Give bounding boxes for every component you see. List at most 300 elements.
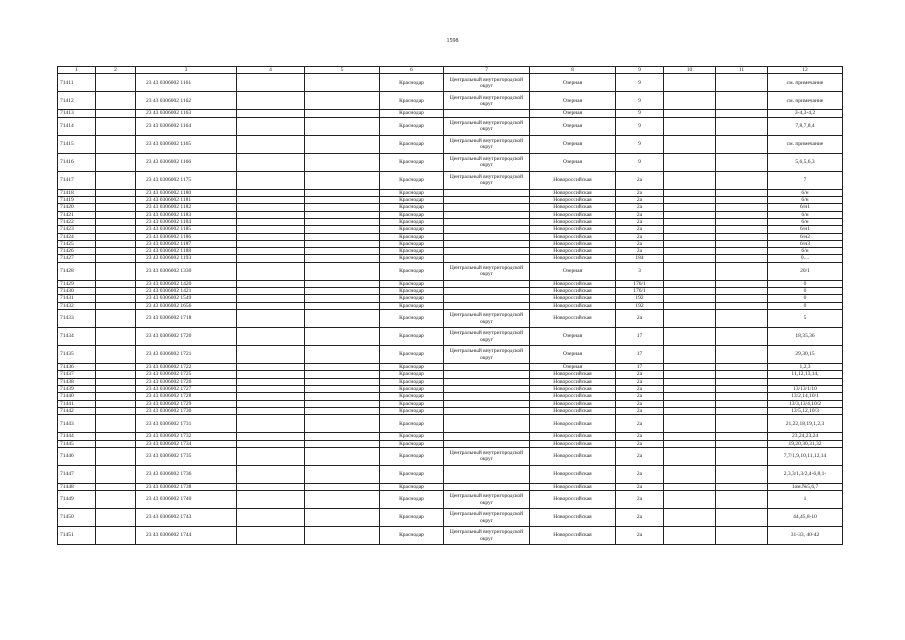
column-header: 2 — [96, 67, 136, 74]
district-cell: Центральный внутригородской округ — [444, 117, 530, 135]
house-number-cell: 2а — [616, 189, 664, 196]
column-11-cell — [716, 527, 768, 545]
column-11-cell — [716, 135, 768, 153]
column-2-cell — [96, 509, 136, 527]
column-10-cell — [664, 211, 716, 218]
district-cell — [444, 240, 530, 247]
house-number-cell: 2а — [616, 371, 664, 378]
column-4-cell — [237, 262, 305, 280]
column-10-cell — [664, 255, 716, 262]
column-11-cell — [716, 447, 768, 465]
cadastral-number-cell: 23 43 0306002 1732 — [136, 433, 237, 440]
table-row — [58, 378, 843, 385]
city-cell: Краснодар — [380, 153, 444, 171]
column-4-cell — [237, 288, 305, 295]
premises-cell: 13/2,14,10/1 — [768, 393, 843, 400]
cadastral-number-cell: 23 43 0306002 1731 — [136, 415, 237, 433]
street-cell: Новороссийская — [530, 288, 616, 295]
column-5-cell — [305, 117, 380, 135]
column-11-cell — [716, 400, 768, 407]
row-number-cell: 71448 — [58, 483, 96, 490]
city-cell: Краснодар — [380, 262, 444, 280]
column-10-cell — [664, 393, 716, 400]
house-number-cell: 176/1 — [616, 288, 664, 295]
row-number-cell: 71436 — [58, 364, 96, 371]
column-4-cell — [237, 153, 305, 171]
city-cell: Краснодар — [380, 364, 444, 371]
street-cell: Новороссийская — [530, 440, 616, 447]
premises-cell: 13/3,13/4,10/2 — [768, 400, 843, 407]
premises-cell: 18,35,36 — [768, 328, 843, 346]
house-number-cell: 2а — [616, 440, 664, 447]
city-cell: Краснодар — [380, 189, 444, 196]
cadastral-number-cell: 23 43 0306002 1730 — [136, 407, 237, 414]
table-row — [58, 211, 843, 218]
column-5-cell — [305, 440, 380, 447]
cadastral-number-cell: 23 43 0306002 1186 — [136, 233, 237, 240]
column-2-cell — [96, 527, 136, 545]
column-11-cell — [716, 483, 768, 490]
column-11-cell — [716, 196, 768, 203]
column-10-cell — [664, 509, 716, 527]
district-cell — [444, 415, 530, 433]
column-11-cell — [716, 262, 768, 280]
column-2-cell — [96, 240, 136, 247]
district-cell — [444, 248, 530, 255]
column-10-cell — [664, 527, 716, 545]
city-cell: Краснодар — [380, 385, 444, 392]
city-cell: Краснодар — [380, 255, 444, 262]
district-cell: Центральный внутригородской округ — [444, 92, 530, 110]
premises-cell: 7,7/1,9,10,11,12,14 — [768, 447, 843, 465]
house-number-cell: 2а — [616, 226, 664, 233]
column-11-cell — [716, 407, 768, 414]
house-number-cell: 2а — [616, 527, 664, 545]
table-row — [58, 385, 843, 392]
premises-cell: 0 — [768, 295, 843, 302]
column-11-cell — [716, 240, 768, 247]
district-cell — [444, 302, 530, 309]
street-cell: Озерная — [530, 262, 616, 280]
column-2-cell — [96, 415, 136, 433]
district-cell — [444, 400, 530, 407]
column-4-cell — [237, 440, 305, 447]
column-header: 3 — [136, 67, 237, 74]
premises-cell: 20/1 — [768, 262, 843, 280]
column-11-cell — [716, 233, 768, 240]
column-11-cell — [716, 204, 768, 211]
column-10-cell — [664, 415, 716, 433]
premises-cell: 5,6,5,6,3 — [768, 153, 843, 171]
column-11-cell — [716, 92, 768, 110]
premises-cell: 7 — [768, 171, 843, 189]
cadastral-number-cell: 23 43 0306002 1162 — [136, 92, 237, 110]
column-11-cell — [716, 288, 768, 295]
district-cell: Центральный внутригородской округ — [444, 310, 530, 328]
column-4-cell — [237, 400, 305, 407]
premises-cell: 6/н — [768, 196, 843, 203]
city-cell: Краснодар — [380, 415, 444, 433]
district-cell — [444, 226, 530, 233]
premises-cell: 6/н1 — [768, 204, 843, 211]
column-5-cell — [305, 233, 380, 240]
street-cell: Новороссийская — [530, 218, 616, 225]
column-10-cell — [664, 248, 716, 255]
district-cell: Центральный внутригородской округ — [444, 509, 530, 527]
row-number-cell: 71418 — [58, 189, 96, 196]
column-4-cell — [237, 255, 305, 262]
district-cell — [444, 196, 530, 203]
table-row — [58, 117, 843, 135]
row-number-cell: 71435 — [58, 346, 96, 364]
table-row — [58, 400, 843, 407]
column-2-cell — [96, 226, 136, 233]
column-5-cell — [305, 211, 380, 218]
column-10-cell — [664, 135, 716, 153]
column-5-cell — [305, 295, 380, 302]
street-cell: Новороссийская — [530, 302, 616, 309]
column-10-cell — [664, 153, 716, 171]
column-5-cell — [305, 248, 380, 255]
premises-cell: см. примечание — [768, 92, 843, 110]
district-cell: Центральный внутригородской округ — [444, 153, 530, 171]
cadastral-number-cell: 23 43 0306002 1161 — [136, 74, 237, 92]
district-cell — [444, 440, 530, 447]
column-4-cell — [237, 415, 305, 433]
column-2-cell — [96, 211, 136, 218]
house-number-cell: 192 — [616, 302, 664, 309]
cadastral-number-cell: 23 43 0306002 1185 — [136, 226, 237, 233]
column-10-cell — [664, 371, 716, 378]
street-cell: Новороссийская — [530, 447, 616, 465]
district-cell — [444, 371, 530, 378]
column-10-cell — [664, 218, 716, 225]
premises-cell: 6/н2 — [768, 233, 843, 240]
column-11-cell — [716, 295, 768, 302]
column-11-cell — [716, 378, 768, 385]
district-cell: Центральный внутригородской округ — [444, 527, 530, 545]
city-cell: Краснодар — [380, 371, 444, 378]
cadastral-number-cell: 23 43 0306002 1656 — [136, 302, 237, 309]
house-number-cell: 2а — [616, 196, 664, 203]
street-cell: Новороссийская — [530, 371, 616, 378]
table-row — [58, 527, 843, 545]
column-4-cell — [237, 433, 305, 440]
column-4-cell — [237, 226, 305, 233]
street-cell: Новороссийская — [530, 189, 616, 196]
cadastral-number-cell: 23 43 0306002 1163 — [136, 110, 237, 117]
column-2-cell — [96, 171, 136, 189]
column-4-cell — [237, 248, 305, 255]
cadastral-number-cell: 23 43 0306002 1740 — [136, 491, 237, 509]
column-11-cell — [716, 393, 768, 400]
column-5-cell — [305, 378, 380, 385]
cadastral-number-cell: 23 43 0306002 1728 — [136, 393, 237, 400]
premises-cell — [768, 378, 843, 385]
column-10-cell — [664, 328, 716, 346]
city-cell: Краснодар — [380, 196, 444, 203]
column-5-cell — [305, 288, 380, 295]
house-number-cell: 9 — [616, 117, 664, 135]
house-number-cell: 2а — [616, 491, 664, 509]
column-10-cell — [664, 465, 716, 483]
column-4-cell — [237, 110, 305, 117]
column-2-cell — [96, 407, 136, 414]
city-cell: Краснодар — [380, 310, 444, 328]
premises-cell: см. примечание — [768, 74, 843, 92]
house-number-cell: 2а — [616, 385, 664, 392]
district-cell — [444, 288, 530, 295]
house-number-cell: 184 — [616, 255, 664, 262]
city-cell: Краснодар — [380, 135, 444, 153]
district-cell — [444, 378, 530, 385]
cadastral-number-cell: 23 43 0306002 1175 — [136, 171, 237, 189]
city-cell: Краснодар — [380, 302, 444, 309]
cadastral-number-cell: 23 43 0306002 1183 — [136, 211, 237, 218]
column-10-cell — [664, 204, 716, 211]
city-cell: Краснодар — [380, 248, 444, 255]
house-number-cell: 192 — [616, 295, 664, 302]
table-row — [58, 135, 843, 153]
column-11-cell — [716, 310, 768, 328]
column-10-cell — [664, 233, 716, 240]
column-4-cell — [237, 295, 305, 302]
column-4-cell — [237, 171, 305, 189]
district-cell — [444, 483, 530, 490]
table-row — [58, 415, 843, 433]
row-number-cell: 71447 — [58, 465, 96, 483]
cadastral-number-cell: 23 43 0306002 1744 — [136, 527, 237, 545]
column-2-cell — [96, 400, 136, 407]
column-4-cell — [237, 280, 305, 287]
column-10-cell — [664, 483, 716, 490]
table-row — [58, 110, 843, 117]
house-number-cell: 176/1 — [616, 280, 664, 287]
column-2-cell — [96, 364, 136, 371]
column-10-cell — [664, 310, 716, 328]
district-cell — [444, 110, 530, 117]
column-5-cell — [305, 371, 380, 378]
premises-cell: 21,22,18,19,1,2,3 — [768, 415, 843, 433]
street-cell: Озерная — [530, 92, 616, 110]
city-cell: Краснодар — [380, 226, 444, 233]
premises-cell: 29,30,15 — [768, 346, 843, 364]
cadastral-number-cell: 23 43 0306002 1330 — [136, 262, 237, 280]
column-5-cell — [305, 346, 380, 364]
city-cell: Краснодар — [380, 346, 444, 364]
column-10-cell — [664, 433, 716, 440]
column-4-cell — [237, 135, 305, 153]
table-row — [58, 280, 843, 287]
row-number-cell: 71445 — [58, 440, 96, 447]
district-cell: Центральный внутригородской округ — [444, 491, 530, 509]
house-number-cell: 17 — [616, 346, 664, 364]
column-5-cell — [305, 302, 380, 309]
city-cell: Краснодар — [380, 110, 444, 117]
street-cell: Новороссийская — [530, 385, 616, 392]
column-5-cell — [305, 310, 380, 328]
column-5-cell — [305, 407, 380, 414]
premises-cell: 0 — [768, 288, 843, 295]
cadastral-number-cell: 23 43 0306002 1734 — [136, 440, 237, 447]
column-5-cell — [305, 465, 380, 483]
table-row — [58, 328, 843, 346]
column-11-cell — [716, 110, 768, 117]
column-5-cell — [305, 74, 380, 92]
city-cell: Краснодар — [380, 295, 444, 302]
column-5-cell — [305, 385, 380, 392]
street-cell: Новороссийская — [530, 255, 616, 262]
cadastral-number-cell: 23 43 0306002 1721 — [136, 346, 237, 364]
row-number-cell: 71419 — [58, 196, 96, 203]
city-cell: Краснодар — [380, 328, 444, 346]
house-number-cell: 2а — [616, 433, 664, 440]
column-11-cell — [716, 364, 768, 371]
city-cell: Краснодар — [380, 509, 444, 527]
city-cell: Краснодар — [380, 433, 444, 440]
column-2-cell — [96, 262, 136, 280]
row-number-cell: 71413 — [58, 110, 96, 117]
street-cell: Новороссийская — [530, 393, 616, 400]
house-number-cell: 2а — [616, 378, 664, 385]
premises-cell: 3-4,3-4,2 — [768, 110, 843, 117]
column-10-cell — [664, 171, 716, 189]
premises-cell: 1ом.№5,6,7 — [768, 483, 843, 490]
column-10-cell — [664, 407, 716, 414]
premises-cell: 13/13/1/10 — [768, 385, 843, 392]
premises-cell: 6/н3 — [768, 240, 843, 247]
column-10-cell — [664, 491, 716, 509]
column-11-cell — [716, 117, 768, 135]
column-5-cell — [305, 400, 380, 407]
house-number-cell: 2а — [616, 465, 664, 483]
table-row — [58, 393, 843, 400]
column-10-cell — [664, 288, 716, 295]
city-cell: Краснодар — [380, 447, 444, 465]
row-number-cell: 71416 — [58, 153, 96, 171]
column-10-cell — [664, 346, 716, 364]
district-cell — [444, 393, 530, 400]
table-row — [58, 364, 843, 371]
premises-cell: 11,12,13,14, — [768, 371, 843, 378]
column-5-cell — [305, 110, 380, 117]
house-number-cell: 2а — [616, 415, 664, 433]
column-4-cell — [237, 364, 305, 371]
column-2-cell — [96, 196, 136, 203]
column-2-cell — [96, 189, 136, 196]
column-4-cell — [237, 211, 305, 218]
column-10-cell — [664, 302, 716, 309]
row-number-cell: 71422 — [58, 218, 96, 225]
column-11-cell — [716, 440, 768, 447]
column-5-cell — [305, 189, 380, 196]
city-cell: Краснодар — [380, 483, 444, 490]
premises-cell: 1 — [768, 491, 843, 509]
column-5-cell — [305, 218, 380, 225]
cadastral-number-cell: 23 43 0306002 1722 — [136, 364, 237, 371]
city-cell: Краснодар — [380, 400, 444, 407]
column-11-cell — [716, 189, 768, 196]
street-cell: Озерная — [530, 346, 616, 364]
street-cell: Новороссийская — [530, 196, 616, 203]
district-cell — [444, 233, 530, 240]
house-number-cell: 2а — [616, 211, 664, 218]
street-cell: Новороссийская — [530, 509, 616, 527]
table-row — [58, 465, 843, 483]
district-cell: Центральный внутригородской округ — [444, 74, 530, 92]
table-row — [58, 371, 843, 378]
column-2-cell — [96, 218, 136, 225]
city-cell: Краснодар — [380, 233, 444, 240]
column-4-cell — [237, 328, 305, 346]
district-cell — [444, 189, 530, 196]
column-5-cell — [305, 196, 380, 203]
column-4-cell — [237, 527, 305, 545]
district-cell — [444, 280, 530, 287]
house-number-cell: 2а — [616, 407, 664, 414]
column-2-cell — [96, 233, 136, 240]
house-number-cell: 2а — [616, 204, 664, 211]
premises-cell: 31-33, 40-42 — [768, 527, 843, 545]
registry-body — [58, 74, 843, 545]
street-cell: Новороссийская — [530, 378, 616, 385]
column-4-cell — [237, 509, 305, 527]
cadastral-number-cell: 23 43 0306002 1735 — [136, 447, 237, 465]
column-2-cell — [96, 280, 136, 287]
cadastral-number-cell: 23 43 0306002 1720 — [136, 328, 237, 346]
row-number-cell: 71426 — [58, 248, 96, 255]
column-2-cell — [96, 110, 136, 117]
column-11-cell — [716, 255, 768, 262]
street-cell: Новороссийская — [530, 226, 616, 233]
city-cell: Краснодар — [380, 92, 444, 110]
street-cell: Новороссийская — [530, 233, 616, 240]
cadastral-number-cell: 23 43 0306002 1184 — [136, 218, 237, 225]
column-4-cell — [237, 310, 305, 328]
cadastral-number-cell: 23 43 0306002 1193 — [136, 255, 237, 262]
column-2-cell — [96, 447, 136, 465]
house-number-cell: 2а — [616, 248, 664, 255]
cadastral-number-cell: 23 43 0306002 1166 — [136, 153, 237, 171]
table-row — [58, 433, 843, 440]
column-5-cell — [305, 328, 380, 346]
table-row — [58, 218, 843, 225]
table-row — [58, 262, 843, 280]
column-4-cell — [237, 233, 305, 240]
column-2-cell — [96, 310, 136, 328]
row-number-cell: 71415 — [58, 135, 96, 153]
district-cell — [444, 407, 530, 414]
column-header: 7 — [444, 67, 530, 74]
premises-cell: 5 — [768, 310, 843, 328]
column-2-cell — [96, 378, 136, 385]
column-4-cell — [237, 465, 305, 483]
city-cell: Краснодар — [380, 211, 444, 218]
row-number-cell: 71444 — [58, 433, 96, 440]
row-number-cell: 71424 — [58, 233, 96, 240]
cadastral-number-cell: 23 43 0306002 1180 — [136, 189, 237, 196]
column-4-cell — [237, 204, 305, 211]
cadastral-number-cell: 23 43 0306002 1182 — [136, 204, 237, 211]
column-5-cell — [305, 226, 380, 233]
premises-cell: 0.... — [768, 255, 843, 262]
column-header: 4 — [237, 67, 305, 74]
column-5-cell — [305, 255, 380, 262]
row-number-cell: 71443 — [58, 415, 96, 433]
column-5-cell — [305, 153, 380, 171]
row-number-cell: 71414 — [58, 117, 96, 135]
column-11-cell — [716, 153, 768, 171]
